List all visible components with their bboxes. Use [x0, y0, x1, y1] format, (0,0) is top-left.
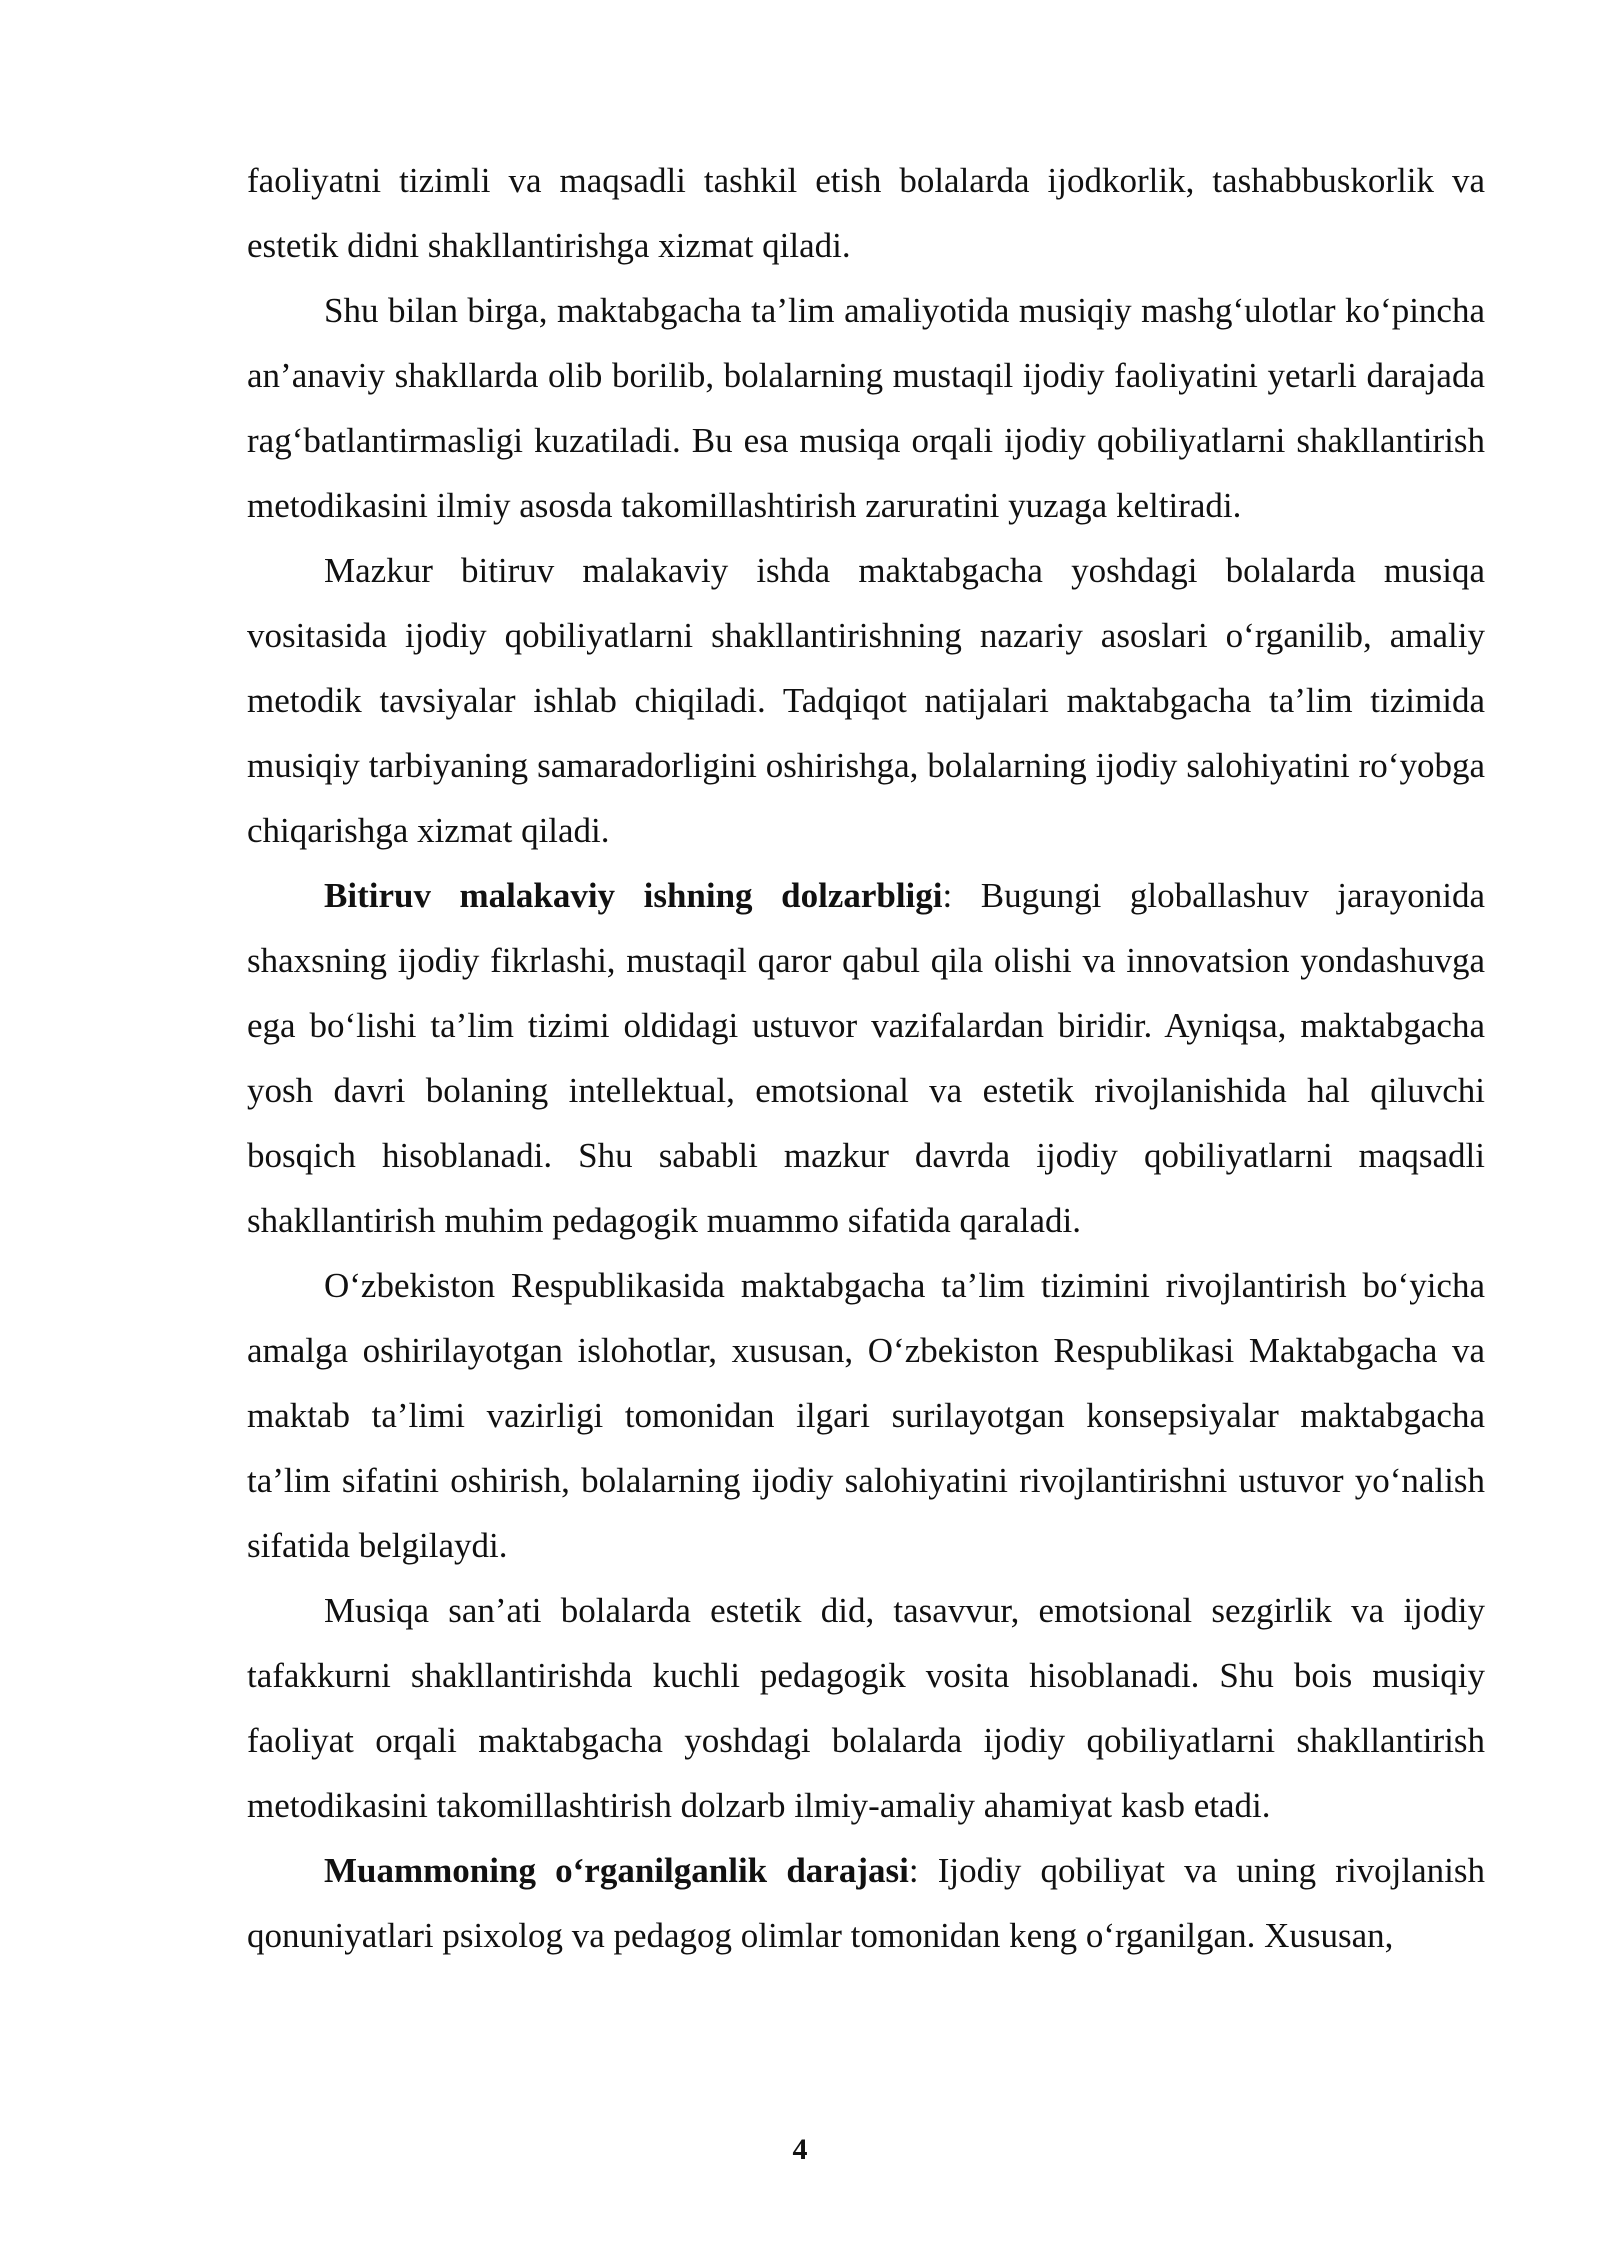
problem-study-text: : Ijodiy qobiliyat va uning rivojlanish qonuniyatlari psixolog va pedagog olimlar tomonidan keng o‘rganilgan. Xususan,	[247, 1851, 1485, 1955]
paragraph-practice-observation: Shu bilan birga, maktabgacha ta’lim amaliyotida musiqiy mashg‘ulotlar ko‘pincha an’anaviy shakllarda olib borilib, bolalarning mustaqil ijodiy faoliyatini yetarli darajada rag‘batlantirmasligi kuzatiladi. Bu esa musiqa orqali ijodiy qobiliyatlarni shakllantirish metodikasini ilmiy asosda takomillashtirish zaruratini yuzaga keltiradi.	[247, 291, 1485, 525]
paragraph-music-art: Musiqa san’ati bolalarda estetik did, tasavvur, emotsional sezgirlik va ijodiy tafakkurni shakllantirishda kuchli pedagogik vosita hisoblanadi. Shu bois musiqiy faoliyat orqali maktabgacha yoshdagi bolalarda ijodiy qobiliyatlarni shakllantirish metodikasini takomillashtirish dolzarb ilmiy-amaliy ahamiyat kasb etadi.	[247, 1591, 1485, 1825]
paragraph-relevance	[247, 863, 1485, 1253]
problem-study-heading: Muammoning o‘rganilganlik darajasi	[324, 1851, 909, 1890]
relevance-heading: Bitiruv malakaviy ishning dolzarbligi	[324, 876, 943, 915]
paragraph-continuation: faoliyatni tizimli va maqsadli tashkil etish bolalarda ijodkorlik, tashabbuskorlik va estetik didni shakllantirishga xizmat qiladi.	[247, 161, 1485, 265]
paragraph-reforms: O‘zbekiston Respublikasida maktabgacha ta’lim tizimini rivojlantirish bo‘yicha amalga oshirilayotgan islohotlar, xususan, O‘zbekiston Respublikasi Maktabgacha va maktab ta’limi vazirligi tomonidan ilgari surilayotgan konsepsiyalar maktabgacha ta’lim sifatini oshirish, bolalarning ijodiy salohiyatini rivojlantirishni ustuvor yo‘nalish sifatida belgilaydi.	[247, 1266, 1485, 1565]
document-page	[247, 148, 1485, 1968]
paragraph-research-aim: Mazkur bitiruv malakaviy ishda maktabgacha yoshdagi bolalarda musiqa vositasida ijodiy qobiliyatlarni shakllantirishning nazariy asoslari o‘rganilib, amaliy metodik tavsiyalar ishlab chiqiladi. Tadqiqot natijalari maktabgacha ta’lim tizimida musiqiy tarbiyaning samaradorligini oshirishga, bolalarning ijodiy salohiyatini ro‘yobga chiqarishga xizmat qiladi.	[247, 551, 1485, 850]
page-number: 4	[792, 2133, 808, 2166]
paragraph-problem-study	[247, 1838, 1485, 1968]
relevance-text: : Bugungi globallashuv jarayonida shaxsning ijodiy fikrlashi, mustaqil qaror qabul qila olishi va innovatsion yondashuvga ega bo‘lishi ta’lim tizimi oldidagi ustuvor vazifalardan biridir. Ayniqsa, maktabgacha yosh davri bolaning intellektual, emotsional va estetik rivojlanishida hal qiluvchi bosqich hisoblanadi. Shu sababli mazkur davrda ijodiy qobiliyatlarni maqsadli shakllantirish muhim pedagogik muammo sifatida qaraladi.	[247, 876, 1485, 1240]
